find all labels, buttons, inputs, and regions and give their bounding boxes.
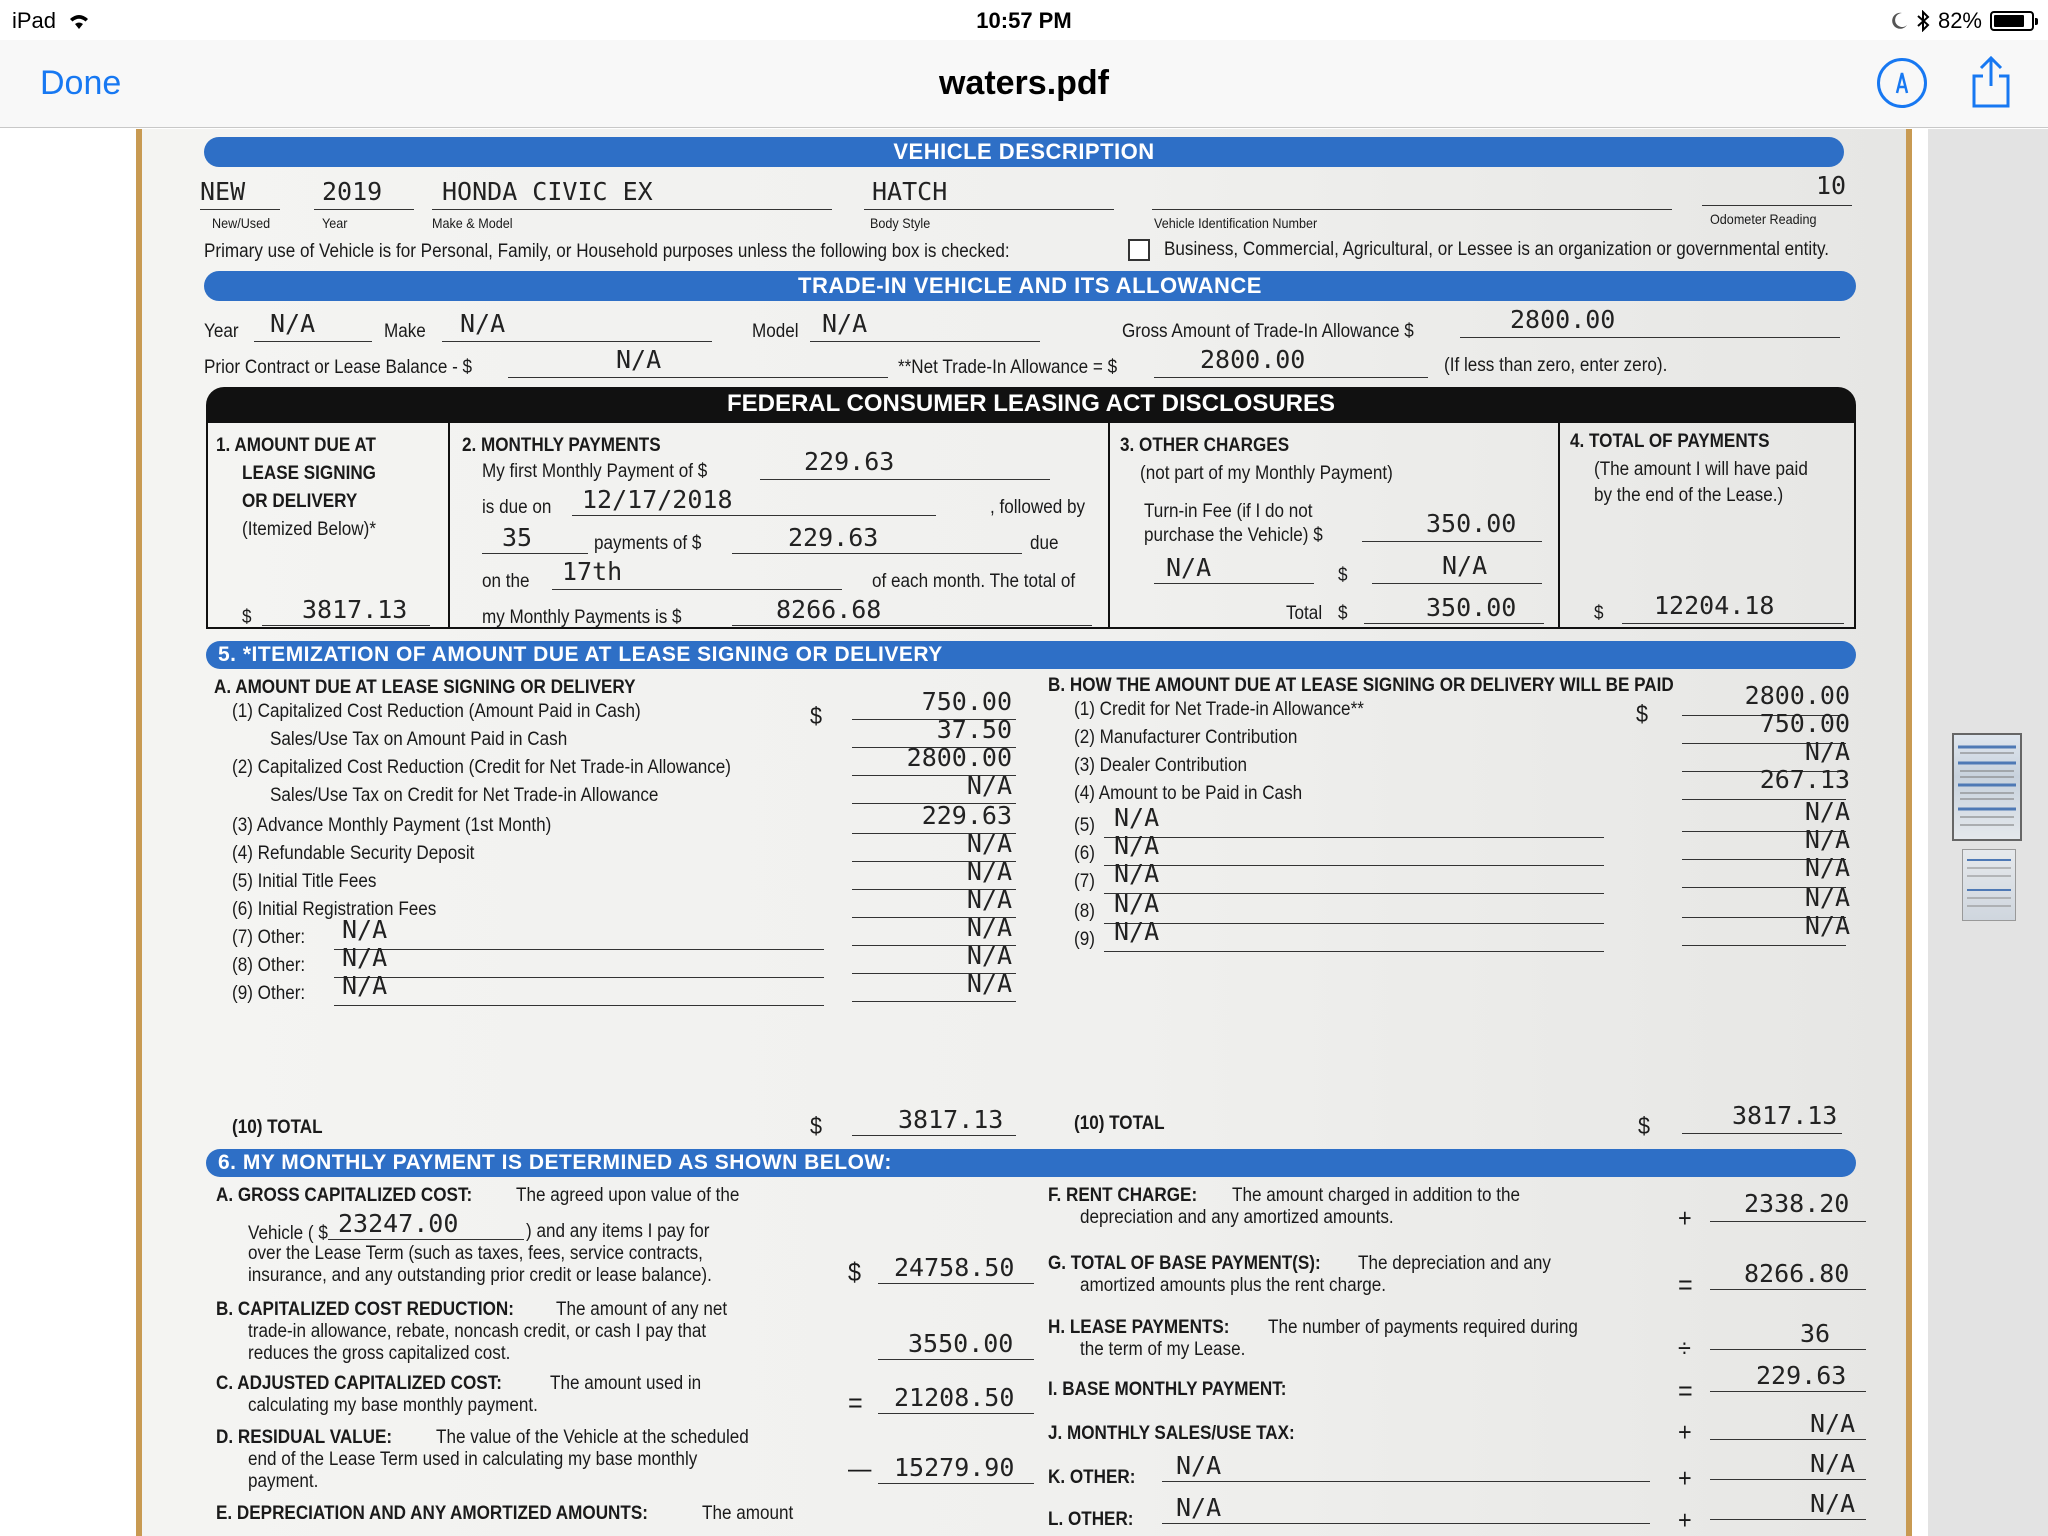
vehicle-value: 23247.00 bbox=[338, 1209, 459, 1238]
other-k-name: N/A bbox=[1176, 1451, 1222, 1480]
fcla-c1-title-3: OR DELIVERY bbox=[242, 491, 358, 512]
section-a-row-label: (7) Other: bbox=[232, 927, 306, 948]
section-b-total-value: 3817.13 bbox=[1732, 1101, 1838, 1130]
status-bar bbox=[0, 0, 2048, 40]
share-icon[interactable] bbox=[1966, 54, 2016, 110]
cap-reduction-desc-3: reduces the gross capitalized cost. bbox=[248, 1343, 511, 1364]
body-style-label: Body Style bbox=[870, 215, 931, 231]
section-b-total-dollar: $ bbox=[1638, 1113, 1651, 1140]
gross-cap-dollar: $ bbox=[848, 1257, 862, 1287]
section-b-row-value: N/A bbox=[1804, 825, 1850, 854]
monthly-tax-plus: + bbox=[1678, 1417, 1692, 1447]
lease-payments-desc: The number of payments required during bbox=[1268, 1317, 1578, 1338]
trade-year-label: Year bbox=[204, 321, 239, 342]
new-used-line bbox=[200, 209, 280, 210]
pdf-viewer[interactable] bbox=[0, 129, 2048, 1536]
trade-make-label: Make bbox=[384, 321, 426, 342]
odometer-line bbox=[1702, 205, 1852, 206]
battery-percent: 82% bbox=[1937, 8, 1982, 33]
adj-cap-desc-2: calculating my base monthly payment. bbox=[248, 1395, 538, 1416]
other-charges-dollar: $ bbox=[1338, 603, 1348, 624]
section-a-row-name-line bbox=[334, 977, 824, 978]
gross-trade-label: Gross Amount of Trade-In Allowance $ bbox=[1122, 321, 1414, 342]
business-text: Business, Commercial, Agricultural, or Lessee is an organization or governmental entity. bbox=[1164, 239, 1830, 260]
gross-cap-title: A. GROSS CAPITALIZED COST: bbox=[216, 1185, 473, 1206]
section-b-row-name: N/A bbox=[1114, 859, 1160, 888]
section-b-row-name: N/A bbox=[1114, 831, 1160, 860]
due-date-value: 12/17/2018 bbox=[582, 485, 733, 514]
trade-in-header: TRADE-IN VEHICLE AND ITS ALLOWANCE bbox=[204, 271, 1856, 301]
rent-charge-line bbox=[1710, 1221, 1866, 1222]
section-a-row-label: (8) Other: bbox=[232, 955, 306, 976]
section-a-total-value: 3817.13 bbox=[898, 1105, 1004, 1134]
section-a-row-name: N/A bbox=[342, 943, 388, 972]
payment-count-line bbox=[482, 553, 588, 554]
section-b-row-value: 267.13 bbox=[1759, 765, 1850, 794]
fcla-c1-title-1: 1. AMOUNT DUE AT bbox=[216, 435, 376, 456]
primary-use-text: Primary use of Vehicle is for Personal, Family, or Household purposes unless the following box is checked: bbox=[204, 241, 1010, 262]
section-b-dollar: $ bbox=[1636, 701, 1649, 728]
followed-by-label: , followed by bbox=[990, 497, 1086, 518]
pdf-page bbox=[142, 129, 1906, 1536]
section-b-row-label: (3) Dealer Contribution bbox=[1074, 755, 1247, 776]
section-a-row-label: Sales/Use Tax on Credit for Net Trade-in Allowance bbox=[270, 785, 659, 806]
section-b-row-name-line bbox=[1104, 893, 1604, 894]
fcla-c3-sub: (not part of my Monthly Payment) bbox=[1140, 463, 1393, 484]
fcla-divider-2 bbox=[1108, 421, 1110, 629]
cap-reduction-desc: The amount of any net bbox=[556, 1299, 728, 1320]
on-the-label: on the bbox=[482, 571, 530, 592]
body-style-value: HATCH bbox=[872, 177, 948, 206]
done-button[interactable]: Done bbox=[40, 64, 122, 102]
cap-reduction-value: 3550.00 bbox=[908, 1329, 1014, 1358]
other-k-name-line bbox=[1162, 1481, 1650, 1482]
other-l-line bbox=[1710, 1519, 1866, 1520]
section-b-row-label: (2) Manufacturer Contribution bbox=[1074, 727, 1298, 748]
depreciation-desc: The amount bbox=[702, 1503, 794, 1524]
page-thumbnail-sidebar bbox=[1928, 129, 2048, 1536]
total-base-desc-2: amortized amounts plus the rent charge. bbox=[1080, 1275, 1387, 1296]
other-l-name: N/A bbox=[1176, 1493, 1222, 1522]
fcla-c4-sub-1: (The amount I will have paid bbox=[1594, 459, 1808, 480]
section-a-row-label: (4) Refundable Security Deposit bbox=[232, 843, 475, 864]
other-charges-total-line bbox=[1364, 623, 1544, 624]
section-b-row-label: (5) bbox=[1074, 815, 1095, 836]
other-l-plus: + bbox=[1678, 1505, 1692, 1535]
net-trade-line bbox=[1154, 377, 1428, 378]
other-charges-total-label: Total bbox=[1286, 603, 1323, 624]
monthly-tax-value: N/A bbox=[1810, 1409, 1856, 1438]
adj-cap-value: 21208.50 bbox=[894, 1383, 1015, 1412]
section-a-row-label: (9) Other: bbox=[232, 983, 306, 1004]
trade-model-label: Model bbox=[752, 321, 799, 342]
vehicle-value-line bbox=[328, 1239, 524, 1240]
odometer-label: Odometer Reading bbox=[1710, 211, 1817, 227]
other-charge-dollar: $ bbox=[1338, 565, 1348, 586]
odometer-value: 10 bbox=[1816, 171, 1847, 200]
section-a-row-label: (5) Initial Title Fees bbox=[232, 871, 377, 892]
rent-charge-title: F. RENT CHARGE: bbox=[1048, 1185, 1198, 1206]
base-monthly-equals: = bbox=[1678, 1375, 1693, 1406]
first-payment-line bbox=[760, 479, 1050, 480]
lease-payments-divide: ÷ bbox=[1678, 1333, 1691, 1363]
year-label: Year bbox=[322, 215, 348, 231]
fcla-c1-title-2: LEASE SIGNING bbox=[242, 463, 376, 484]
section-b-row-value: 750.00 bbox=[1759, 709, 1850, 738]
gross-cap-desc-4: insurance, and any outstanding prior credit or lease balance). bbox=[248, 1265, 712, 1286]
trade-make-value: N/A bbox=[460, 309, 506, 338]
new-used-value: NEW bbox=[200, 177, 246, 206]
monthly-tax-title: J. MONTHLY SALES/USE TAX: bbox=[1048, 1423, 1295, 1444]
residual-title: D. RESIDUAL VALUE: bbox=[216, 1427, 393, 1448]
section-b-row-name: N/A bbox=[1114, 803, 1160, 832]
depreciation-title: E. DEPRECIATION AND ANY AMORTIZED AMOUNTS: bbox=[216, 1503, 648, 1524]
payment-day-line bbox=[552, 589, 842, 590]
residual-desc-3: payment. bbox=[248, 1471, 319, 1492]
status-time: 10:57 PM bbox=[976, 8, 1072, 33]
navigation-bar bbox=[0, 40, 2048, 128]
other-l-title: L. OTHER: bbox=[1048, 1509, 1134, 1530]
fcla-c1-title-4: (Itemized Below)* bbox=[242, 519, 377, 540]
prior-balance-value: N/A bbox=[616, 345, 662, 374]
fcla-c4-sub-2: by the end of the Lease.) bbox=[1594, 485, 1784, 506]
section-a-row-line bbox=[852, 1001, 1016, 1002]
page-thumbnail-1[interactable] bbox=[1952, 733, 2022, 841]
section-a-row-label: (3) Advance Monthly Payment (1st Month) bbox=[232, 815, 552, 836]
due-label: due bbox=[1030, 533, 1059, 554]
total-base-value: 8266.80 bbox=[1744, 1259, 1850, 1288]
total-base-line bbox=[1710, 1289, 1866, 1290]
section-b-row-name-line bbox=[1104, 837, 1604, 838]
section-a-row-value: N/A bbox=[966, 829, 1012, 858]
section-a-row-value: 229.63 bbox=[921, 801, 1012, 830]
status-right bbox=[1890, 8, 2034, 34]
rent-charge-value: 2338.20 bbox=[1744, 1189, 1850, 1218]
lease-payments-value: 36 bbox=[1800, 1319, 1831, 1348]
adj-cap-desc: The amount used in bbox=[550, 1373, 702, 1394]
bluetooth-icon bbox=[1916, 10, 1930, 32]
total-monthly-value: 8266.68 bbox=[776, 595, 882, 624]
gross-cap-desc: The agreed upon value of the bbox=[516, 1185, 740, 1206]
other-k-title: K. OTHER: bbox=[1048, 1467, 1136, 1488]
monthly-tax-line bbox=[1710, 1439, 1866, 1440]
other-k-value: N/A bbox=[1810, 1449, 1856, 1478]
section-a-row-value: N/A bbox=[966, 913, 1012, 942]
section-b-row-name-line bbox=[1104, 951, 1604, 952]
make-model-line bbox=[432, 209, 832, 210]
section-b-row-label: (7) bbox=[1074, 871, 1095, 892]
adj-cap-title: C. ADJUSTED CAPITALIZED COST: bbox=[216, 1373, 502, 1394]
residual-line bbox=[878, 1483, 1034, 1484]
section-b-row-value: N/A bbox=[1804, 883, 1850, 912]
section-b-total-label: (10) TOTAL bbox=[1074, 1113, 1165, 1134]
other-charge-value: N/A bbox=[1442, 551, 1488, 580]
other-k-plus: + bbox=[1678, 1463, 1692, 1493]
residual-desc: The value of the Vehicle at the scheduled bbox=[436, 1427, 749, 1448]
section-b-title: B. HOW THE AMOUNT DUE AT LEASE SIGNING OR DELIVERY WILL BE PAID bbox=[1048, 675, 1674, 696]
gross-cap-value: 24758.50 bbox=[894, 1253, 1015, 1282]
fcla-header: FEDERAL CONSUMER LEASING ACT DISCLOSURES bbox=[206, 387, 1856, 421]
gross-trade-value: 2800.00 bbox=[1510, 305, 1616, 334]
section-a-row-label: (1) Capitalized Cost Reduction (Amount Paid in Cash) bbox=[232, 701, 641, 722]
residual-minus: — bbox=[848, 1453, 872, 1483]
trade-model-value: N/A bbox=[822, 309, 868, 338]
other-charge-name: N/A bbox=[1166, 553, 1212, 582]
lease-payments-line bbox=[1710, 1349, 1866, 1350]
section-a-row-label: Sales/Use Tax on Amount Paid in Cash bbox=[270, 729, 568, 750]
section-b-row-value: N/A bbox=[1804, 737, 1850, 766]
rent-charge-desc: The amount charged in addition to the bbox=[1232, 1185, 1521, 1206]
rent-charge-plus: + bbox=[1678, 1203, 1692, 1233]
make-model-label: Make & Model bbox=[432, 215, 513, 231]
base-monthly-value: 229.63 bbox=[1756, 1361, 1847, 1390]
moon-icon bbox=[1890, 12, 1908, 30]
turnin-label-2: purchase the Vehicle) $ bbox=[1144, 525, 1323, 546]
total-base-desc: The depreciation and any bbox=[1358, 1253, 1551, 1274]
section-b-row-line bbox=[1682, 945, 1846, 946]
section-a-row-label: (6) Initial Registration Fees bbox=[232, 899, 437, 920]
cap-reduction-desc-2: trade-in allowance, rebate, noncash credit, or cash I pay that bbox=[248, 1321, 707, 1342]
payment-day-value: 17th bbox=[562, 557, 623, 586]
amount-due-line bbox=[262, 625, 430, 626]
section-b-row-label: (9) bbox=[1074, 929, 1095, 950]
due-date-line bbox=[572, 515, 936, 516]
total-base-equals: = bbox=[1678, 1269, 1693, 1300]
section-a-total-line bbox=[852, 1135, 1016, 1136]
document-title: waters.pdf bbox=[938, 64, 1110, 102]
trade-year-line bbox=[254, 341, 372, 342]
cap-reduction-title: B. CAPITALIZED COST REDUCTION: bbox=[216, 1299, 514, 1320]
other-charge-line bbox=[1372, 583, 1542, 584]
year-value: 2019 bbox=[322, 177, 383, 206]
section-b-row-label: (4) Amount to be Paid in Cash bbox=[1074, 783, 1303, 804]
paper-background bbox=[136, 129, 1912, 1536]
residual-desc-2: end of the Lease Term used in calculating my base monthly bbox=[248, 1449, 698, 1470]
fcla-divider-3 bbox=[1558, 421, 1560, 629]
trade-make-line bbox=[442, 341, 712, 342]
residual-value: 15279.90 bbox=[894, 1453, 1015, 1482]
markup-pen-icon[interactable] bbox=[1877, 58, 1927, 108]
amount-due-value: 3817.13 bbox=[302, 595, 408, 624]
body-style-line bbox=[864, 209, 1114, 210]
section-b-row-value: N/A bbox=[1804, 797, 1850, 826]
itemization-header: 5. *ITEMIZATION OF AMOUNT DUE AT LEASE SIGNING OR DELIVERY bbox=[206, 641, 1856, 669]
device-name: iPad bbox=[12, 8, 57, 33]
adj-cap-equals: = bbox=[848, 1387, 863, 1418]
battery-icon bbox=[1990, 11, 2034, 31]
total-of-payments-line bbox=[1622, 623, 1844, 624]
section-b-row-label: (6) bbox=[1074, 843, 1095, 864]
rent-charge-desc-2: depreciation and any amortized amounts. bbox=[1080, 1207, 1394, 1228]
base-monthly-title: I. BASE MONTHLY PAYMENT: bbox=[1048, 1379, 1287, 1400]
section-a-row-name: N/A bbox=[342, 915, 388, 944]
make-model-value: HONDA CIVIC EX bbox=[442, 177, 653, 206]
section-b-row-value: N/A bbox=[1804, 911, 1850, 940]
section-b-row-name: N/A bbox=[1114, 917, 1160, 946]
vin-label: Vehicle Identification Number bbox=[1154, 215, 1318, 231]
net-trade-label: **Net Trade-In Allowance = $ bbox=[898, 357, 1118, 378]
payment-amount-value: 229.63 bbox=[788, 523, 879, 552]
turnin-fee-value: 350.00 bbox=[1426, 509, 1517, 538]
section-b-row-label: (8) bbox=[1074, 901, 1095, 922]
turnin-label-1: Turn-in Fee (if I do not bbox=[1144, 501, 1313, 522]
monthly-payment-header: 6. MY MONTHLY PAYMENT IS DETERMINED AS SHOWN BELOW: bbox=[206, 1149, 1856, 1177]
section-b-row-name-line bbox=[1104, 923, 1604, 924]
payments-of-label: payments of $ bbox=[594, 533, 702, 554]
gross-trade-line bbox=[1460, 337, 1840, 338]
net-trade-value: 2800.00 bbox=[1200, 345, 1306, 374]
section-a-dollar: $ bbox=[810, 703, 823, 730]
vehicle-value-label: Vehicle ( $ bbox=[248, 1223, 328, 1244]
other-charges-total-value: 350.00 bbox=[1426, 593, 1517, 622]
other-k-line bbox=[1710, 1479, 1866, 1480]
business-checkbox[interactable] bbox=[1128, 239, 1150, 261]
trade-model-line bbox=[810, 341, 1040, 342]
gross-cap-line bbox=[878, 1283, 1034, 1284]
adj-cap-line bbox=[878, 1413, 1034, 1414]
section-a-row-name-line bbox=[334, 949, 824, 950]
fcla-c4-title: 4. TOTAL OF PAYMENTS bbox=[1570, 431, 1770, 452]
section-a-row-value: 750.00 bbox=[921, 687, 1012, 716]
payment-amount-line bbox=[732, 553, 1022, 554]
section-a-row-value: N/A bbox=[966, 969, 1012, 998]
fcla-divider-1 bbox=[448, 421, 450, 629]
prior-balance-label: Prior Contract or Lease Balance - $ bbox=[204, 357, 473, 378]
section-b-row-name-line bbox=[1104, 865, 1604, 866]
trade-year-value: N/A bbox=[270, 309, 316, 338]
total-monthly-label: my Monthly Payments is $ bbox=[482, 607, 682, 628]
other-l-name-line bbox=[1162, 1523, 1650, 1524]
section-a-total-label: (10) TOTAL bbox=[232, 1117, 323, 1138]
prior-balance-line bbox=[508, 377, 888, 378]
fcla-c2-title: 2. MONTHLY PAYMENTS bbox=[462, 435, 661, 456]
less-than-zero-note: (If less than zero, enter zero). bbox=[1444, 355, 1668, 376]
other-l-value: N/A bbox=[1810, 1489, 1856, 1518]
section-a-total-dollar: $ bbox=[810, 1113, 823, 1140]
section-a-row-name: N/A bbox=[342, 971, 388, 1000]
section-a-row-value: N/A bbox=[966, 885, 1012, 914]
section-a-row-value: N/A bbox=[966, 771, 1012, 800]
fcla-c4-dollar: $ bbox=[1594, 603, 1604, 624]
vehicle-value-suffix: ) and any items I pay for bbox=[526, 1221, 710, 1242]
base-monthly-line bbox=[1710, 1391, 1866, 1392]
due-on-label: is due on bbox=[482, 497, 552, 518]
section-b-row-label: (1) Credit for Net Trade-in Allowance** bbox=[1074, 699, 1364, 720]
vehicle-description-header: VEHICLE DESCRIPTION bbox=[204, 137, 1844, 167]
first-payment-label: My first Monthly Payment of $ bbox=[482, 461, 708, 482]
fcla-c3-title: 3. OTHER CHARGES bbox=[1120, 435, 1290, 456]
each-month-label: of each month. The total of bbox=[872, 571, 1076, 592]
gross-cap-desc-3: over the Lease Term (such as taxes, fees, service contracts, bbox=[248, 1243, 703, 1264]
section-a-row-label: (2) Capitalized Cost Reduction (Credit for Net Trade-in Allowance) bbox=[232, 757, 731, 778]
section-a-row-value: N/A bbox=[966, 941, 1012, 970]
section-a-row-value: N/A bbox=[966, 857, 1012, 886]
new-used-label: New/Used bbox=[212, 215, 271, 231]
year-line bbox=[314, 209, 414, 210]
turnin-fee-line bbox=[1362, 541, 1542, 542]
section-a-row-value: 37.50 bbox=[936, 715, 1012, 744]
lease-payments-desc-2: the term of my Lease. bbox=[1080, 1339, 1246, 1360]
payment-count-value: 35 bbox=[502, 523, 533, 552]
section-b-total-line bbox=[1682, 1133, 1842, 1134]
first-payment-value: 229.63 bbox=[804, 447, 895, 476]
total-monthly-line bbox=[732, 625, 1092, 626]
total-base-title: G. TOTAL OF BASE PAYMENT(S): bbox=[1048, 1253, 1321, 1274]
section-b-row-value: N/A bbox=[1804, 853, 1850, 882]
cap-reduction-line bbox=[878, 1359, 1034, 1360]
section-b-row-value: 2800.00 bbox=[1744, 681, 1850, 710]
section-a-title: A. AMOUNT DUE AT LEASE SIGNING OR DELIVERY bbox=[214, 677, 636, 698]
section-a-row-value: 2800.00 bbox=[906, 743, 1012, 772]
section-a-row-name-line bbox=[334, 1005, 824, 1006]
total-of-payments-value: 12204.18 bbox=[1654, 591, 1775, 620]
page-thumbnail-2[interactable] bbox=[1962, 849, 2016, 921]
lease-payments-title: H. LEASE PAYMENTS: bbox=[1048, 1317, 1230, 1338]
vin-line bbox=[1152, 209, 1672, 210]
other-charge-name-line bbox=[1154, 583, 1314, 584]
battery-fill bbox=[1994, 15, 2024, 27]
fcla-c1-dollar: $ bbox=[242, 607, 252, 628]
section-b-row-name: N/A bbox=[1114, 889, 1160, 918]
